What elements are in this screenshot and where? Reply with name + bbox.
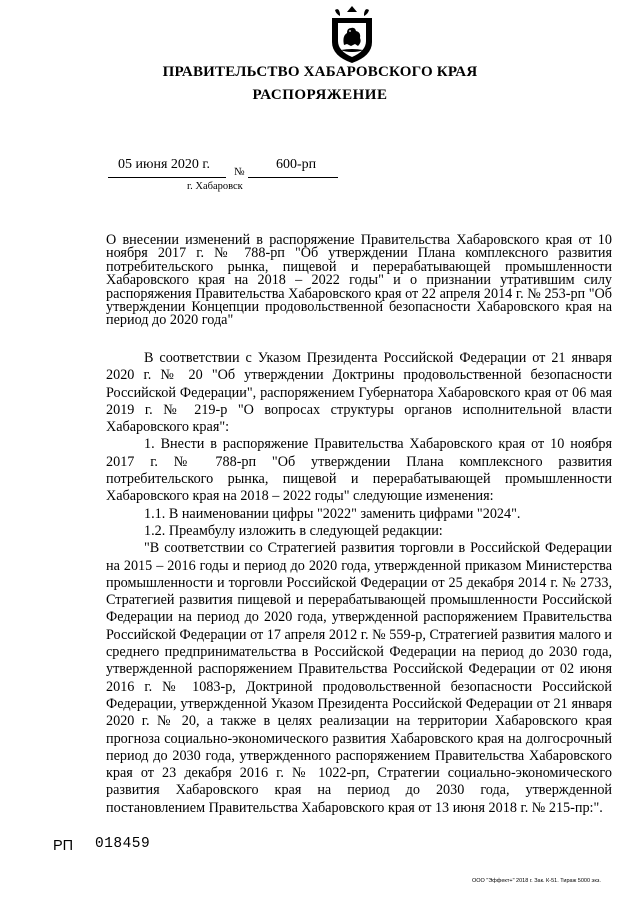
document-date: 05 июня 2020 г.	[118, 157, 211, 172]
number-sign: №	[234, 166, 245, 178]
footer-mark: РП	[53, 838, 74, 854]
clause-1-paragraph: 1. Внести в распоряжение Правительства Хабаровского края от 10 ноября 2017 г. № 788-рп "Об утверждении Плана комплексного развития потребительского рынка, пищевой и перерабатывающей промышленности Хабаровского края на 2018 – 2022 годы" следующие изменения:	[106, 436, 612, 505]
new-preamble-paragraph: "В соответствии со Стратегией развития торговли в Российской Федерации на 2015 – 2016 годы и период до 2020 года, утвержденной приказом Министерства промышленности и торговли Российской Федерации от 25 декабря 2014 г. № 2733, Стратегией развития пищевой и перерабатывающей промышленности Российской Федерации на период до 2020 года, утвержденной распоряжением Правительства Российской Федерации от 17 апреля 2012 г. № 559-р, Стратегией развития малого и среднего предпринимательства в Российской Федерации на период до 2030 года, утвержденной распоряжением Правительства Российской Федерации от 02 июня 2016 г. № 1083-р, Доктриной продовольственной безопасности Российской Федерации, утвержденной Указом Президента Российской Федерации от 21 января 2020 г. № 20, а также в целях реализации на территории Хабаровского края прогноза социально-экономического развития Хабаровского края на долгосрочный период до 2030 года, утвержденного распоряжением Правительства Хабаровского края от 23 декабря 2016 г. № 1022-рп, Стратегии социально-экономического развития Хабаровского края на период до 2030 года, утвержденной постановлением Правительства Хабаровского края от 13 июня 2018 г. № 215-пр:".	[106, 540, 612, 816]
document-city: г. Хабаровск	[187, 181, 243, 192]
document-body	[106, 350, 612, 817]
number-underline	[248, 177, 338, 178]
form-serial-number: 018459	[95, 836, 151, 852]
date-underline	[108, 177, 226, 178]
clause-1-1-paragraph: 1.1. В наименовании цифры "2022" заменить цифрами "2024".	[144, 505, 521, 522]
printing-info: ООО "Эффект+" 2018 г. Зак. К-51. Тираж 5000 экз.	[472, 878, 601, 884]
clause-1-2-paragraph: 1.2. Преамбулу изложить в следующей редакции:	[144, 522, 443, 539]
coat-of-arms-emblem	[327, 6, 377, 64]
organization-title: ПРАВИТЕЛЬСТВО ХАБАРОВСКОГО КРАЯ	[162, 64, 478, 80]
document-type-title: РАСПОРЯЖЕНИЕ	[252, 87, 388, 103]
document-subject: О внесении изменений в распоряжение Правительства Хабаровского края от 10 ноября 2017 г. № 788-рп "Об утверждении Плана комплексного развития потребительского рынка, пищевой и перерабатывающей промышленности Хабаровского края на 2018 – 2022 годы" и о признании утратившим силу распоряжения Правительства Хабаровского края от 22 апреля 2014 г. № 253-рп "Об утверждении Концепции продовольственной безопасности Хабаровского края на период до 2020 года"	[106, 232, 612, 329]
document-number: 600-рп	[276, 157, 317, 172]
preamble-paragraph: В соответствии с Указом Президента Российской Федерации от 21 января 2020 г. № 20 "Об утверждении Доктрины продовольственной безопасности Российской Федерации", распоряжением Губернатора Хабаровского края от 06 мая 2019 г. № 219-р "О вопросах структуры органов исполнительной власти Хабаровского края":	[106, 350, 612, 436]
